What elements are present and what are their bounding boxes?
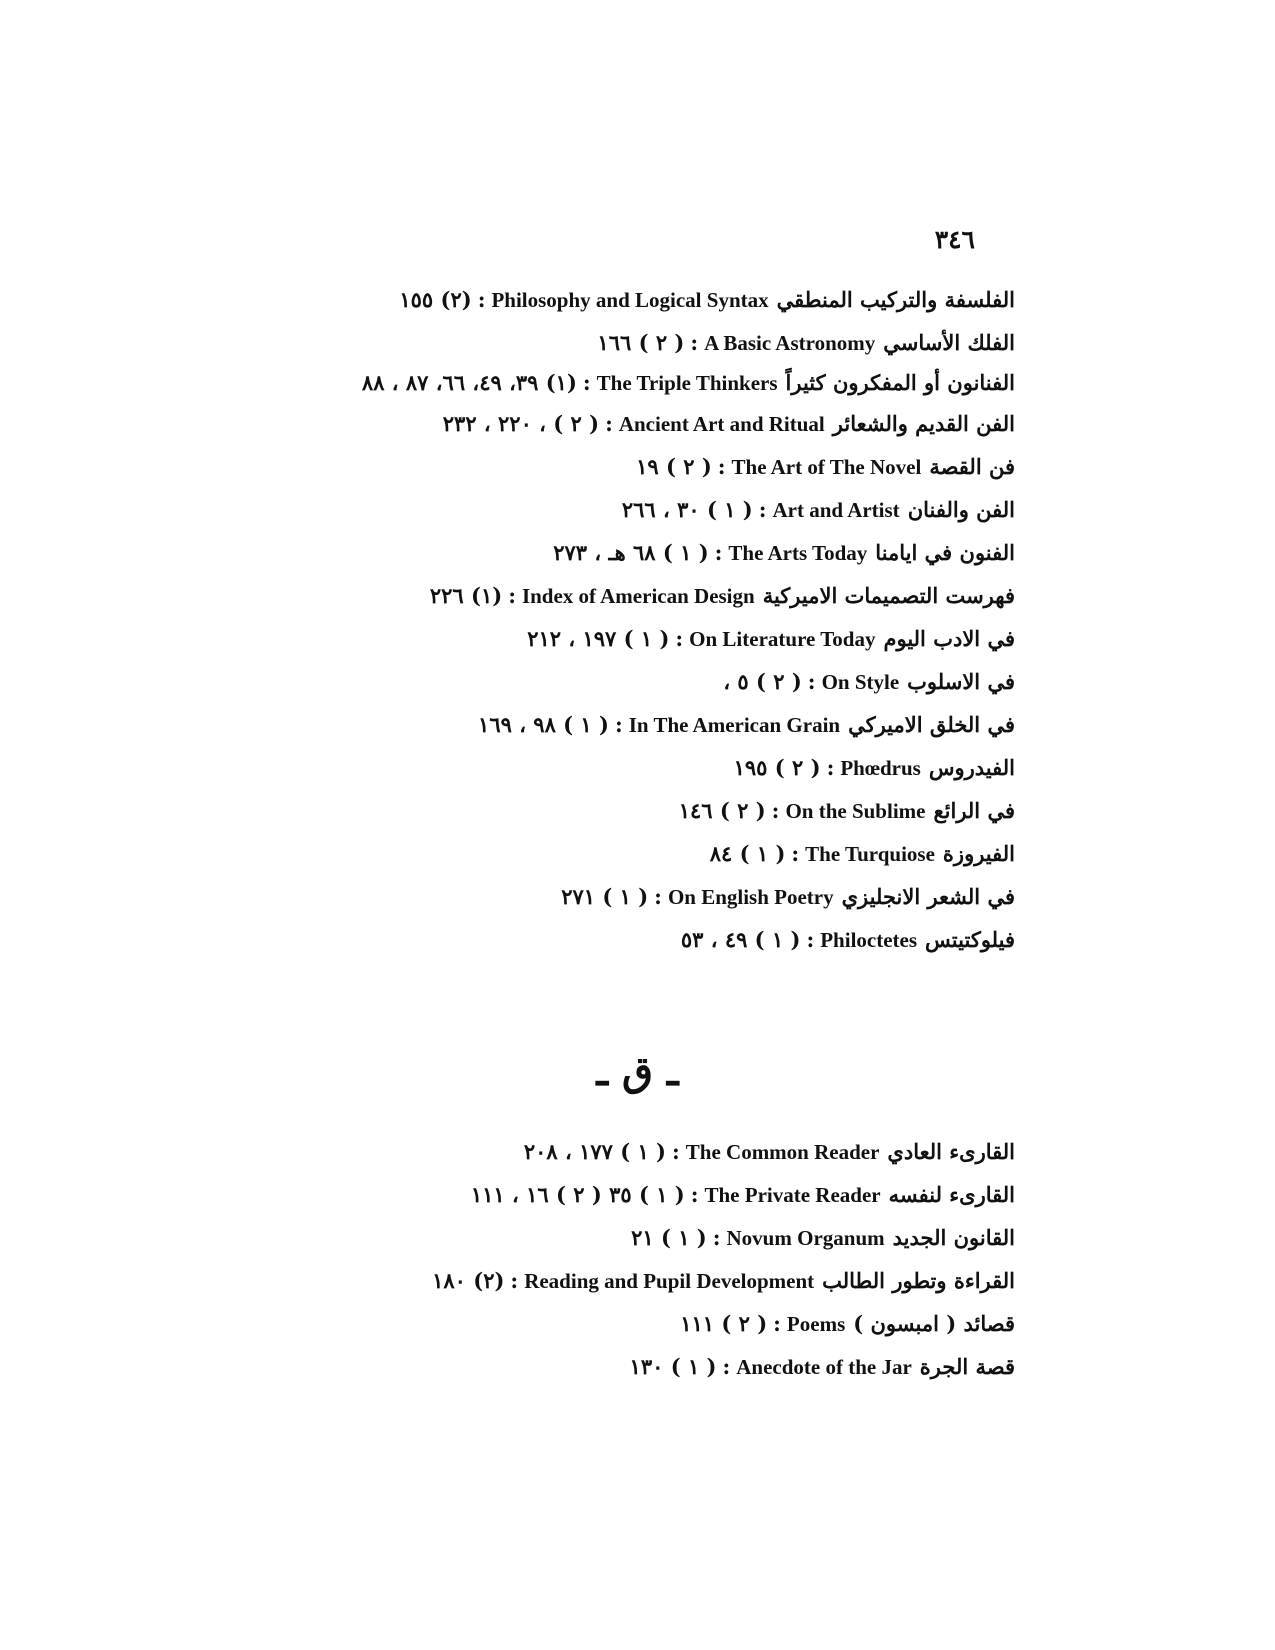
entry-page-refs: ( ١ ) ٢٧١ [561,884,649,909]
entry-arabic-title: في الرائع [933,798,1015,823]
entry-page-refs: (٢) ١٥٥ [399,287,472,312]
entry-page-refs: ( ١ ) ٣٥ ( ٢ ) ١٦ ، ١١١ [470,1182,685,1207]
entry-page-refs: ( ٢ ) ١٦٦ [597,330,685,355]
index-entry [255,746,1015,789]
entry-arabic-title: الفلسفة والتركيب المنطقي [776,287,1015,312]
entry-arabic-title: في الشعر الانجليزي [841,884,1015,909]
entry-page-refs: ( ٢ ) ١٩ [636,454,712,479]
index-entry [255,364,1015,402]
entry-english-title: On Literature Today [689,627,876,651]
entry-arabic-title: فن القصة [929,454,1015,479]
entry-page-refs: (١) ٢٢٦ [429,583,503,608]
index-entry [255,278,1015,321]
entry-page-refs: ( ١ ) ١٩٧ ، ٢١٢ [527,626,670,651]
entry-page-refs: ( ١ ) ٢١ [631,1225,707,1250]
entry-english-title: Novum Organum [726,1226,885,1250]
entry-arabic-title: في الاسلوب [907,669,1015,694]
index-entry [255,703,1015,746]
entry-separator: : [654,884,662,909]
entry-page-refs: ( ٢ ) ، ٢٢٠ ، ٢٣٢ [442,411,600,436]
entry-arabic-title: فهرست التصميمات الاميركية [762,583,1015,608]
index-entry [255,789,1015,832]
index-entry [255,1259,1015,1302]
index-entry [255,321,1015,364]
entry-separator: : [690,1182,699,1207]
entry-page-refs: (١) ٣٩، ٤٩، ٦٦، ٨٧ ، ٨٨ [361,370,577,395]
entry-arabic-title: الفنون في ايامنا [875,540,1015,565]
entry-separator: : [690,330,699,355]
entry-page-refs: (٢) ١٨٠ [432,1268,505,1293]
entry-arabic-title: القانون الجديد [892,1225,1015,1250]
entry-separator: : [477,287,486,312]
index-entry [255,1345,1015,1388]
index-entry [255,1130,1015,1173]
entry-separator: : [773,1311,781,1336]
entry-english-title: In The American Grain [628,713,841,737]
entry-english-title: Anecdote of the Jar [736,1355,912,1379]
index-entry [255,832,1015,875]
index-entry [255,617,1015,660]
index-entry [255,574,1015,617]
entry-page-refs: ( ٢ ) ١٤٦ [678,798,766,823]
entry-english-title: The Arts Today [728,541,868,565]
entry-separator: : [508,583,516,608]
entry-page-refs: ( ١ ) ٣٠ ، ٢٦٦ [621,497,753,522]
index-entry [255,1216,1015,1259]
index-entry [255,488,1015,531]
entry-separator: : [807,669,816,694]
index-entries-bottom [255,1130,1015,1388]
entry-english-title: The Turquiose [805,842,935,866]
index-entry [255,918,1015,961]
index-entry [255,445,1015,488]
section-letter: ـ ق ـ [596,1048,679,1095]
entry-page-refs: ( ٢ ) ١١١ [680,1311,768,1336]
entry-arabic-title: القراءة وتطور الطالب [822,1268,1015,1293]
page-number: ٣٤٦ [934,225,975,254]
entry-arabic-title: الفن القديم والشعائر [832,411,1015,436]
entry-separator: : [672,1139,680,1164]
entry-separator: : [826,755,835,780]
entry-separator: : [771,798,780,823]
entry-english-title: Philosophy and Logical Syntax [491,288,769,312]
entry-separator: : [614,712,623,737]
entry-page-refs: ( ٢ ) ٥ ، [723,669,802,694]
entry-separator: : [714,540,723,565]
entry-english-title: Philoctetes [820,928,918,952]
entry-english-title: The Private Reader [704,1183,881,1207]
entry-english-title: Ancient Art and Ritual [618,412,825,436]
index-entry [255,402,1015,445]
entry-separator: : [510,1268,519,1293]
entry-english-title: The Art of The Novel [731,455,922,479]
entry-english-title: A Basic Astronomy [704,331,876,355]
entry-english-title: Poems [786,1312,846,1336]
entry-english-title: Phœdrus [840,756,921,780]
entry-page-refs: ( ١ ) ١٧٧ ، ٢٠٨ [523,1139,666,1164]
entry-english-title: Art and Artist [772,498,900,522]
index-entries-top [255,278,1015,961]
entry-english-title: On the Sublime [785,799,926,823]
entry-english-title: On Style [821,670,900,694]
entry-separator: : [758,497,767,522]
entry-arabic-title: في الادب اليوم [883,626,1015,651]
entry-arabic-title: في الخلق الاميركي [848,712,1015,737]
entry-separator: : [717,454,726,479]
entry-separator: : [712,1225,721,1250]
entry-arabic-title: الفيروزة [942,841,1015,866]
index-entry [255,660,1015,703]
entry-arabic-title: فيلوكتيتس [925,927,1015,952]
entry-english-title: On English Poetry [667,885,834,909]
entry-arabic-title: قصائد ( امبسون ) [853,1311,1015,1336]
entry-separator: : [582,370,591,395]
entry-page-refs: ( ١ ) ٤٩ ، ٥٣ [680,927,801,952]
entry-arabic-title: القارىء العادي [887,1139,1015,1164]
entry-separator: : [806,927,815,952]
index-entry [255,1173,1015,1216]
entry-separator: : [791,841,800,866]
entry-arabic-title: الفلك الأساسي [883,330,1015,355]
entry-page-refs: ( ١ ) ١٣٠ [629,1354,717,1379]
index-entry [255,1302,1015,1345]
entry-separator: : [675,626,684,651]
entry-arabic-title: قصة الجرة [919,1354,1015,1379]
entry-separator: : [605,411,613,436]
entry-arabic-title: القارىء لنفسه [888,1182,1015,1207]
entry-separator: : [722,1354,731,1379]
entry-english-title: The Common Reader [685,1140,880,1164]
entry-page-refs: ( ٢ ) ١٩٥ [733,755,821,780]
index-entry [255,531,1015,574]
entry-page-refs: ( ١ ) ٩٨ ، ١٦٩ [478,712,609,737]
index-entry [255,875,1015,918]
entry-english-title: Reading and Pupil Development [524,1269,815,1293]
entry-arabic-title: الفنانون أو المفكرون كثيراً [785,370,1015,395]
entry-arabic-title: الفن والفنان [907,497,1015,522]
entry-arabic-title: الفيدروس [928,755,1015,780]
entry-page-refs: ( ١ ) ٨٤ [709,841,786,866]
entry-english-title: The Triple Thinkers [596,371,778,395]
entry-page-refs: ( ١ ) ٦٨ هـ ، ٢٧٣ [553,540,709,565]
entry-english-title: Index of American Design [521,584,755,608]
